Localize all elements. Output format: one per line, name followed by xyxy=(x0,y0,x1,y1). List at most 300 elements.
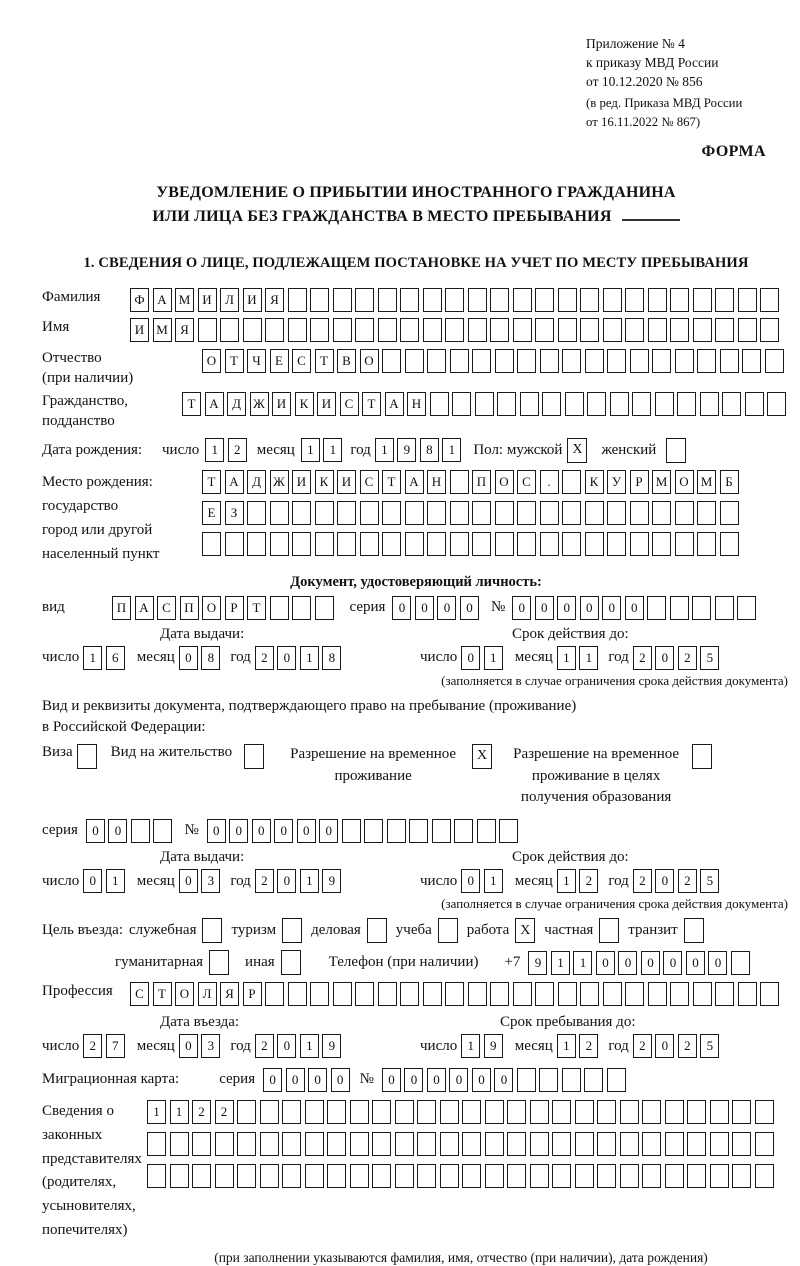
form-cell[interactable] xyxy=(417,1100,436,1124)
form-cell[interactable] xyxy=(405,349,424,373)
form-cell[interactable] xyxy=(288,318,307,342)
form-cell[interactable]: С xyxy=(360,470,379,494)
form-cell[interactable] xyxy=(715,318,734,342)
form-cell[interactable]: Р xyxy=(630,470,649,494)
form-cell[interactable]: А xyxy=(205,392,224,416)
form-cell[interactable]: 0 xyxy=(596,951,615,975)
form-cell[interactable] xyxy=(597,1100,616,1124)
form-cell[interactable] xyxy=(742,349,761,373)
form-cell[interactable]: О xyxy=(202,349,221,373)
form-cell[interactable] xyxy=(409,819,428,843)
form-cell[interactable]: 5 xyxy=(700,1034,719,1058)
form-cell[interactable]: С xyxy=(130,982,149,1006)
form-cell[interactable]: 0 xyxy=(625,596,644,620)
form-cell[interactable] xyxy=(427,532,446,556)
form-cell[interactable] xyxy=(215,1164,234,1188)
temp-residence-checkbox[interactable]: X xyxy=(472,744,492,769)
form-cell[interactable] xyxy=(327,1164,346,1188)
form-cell[interactable] xyxy=(423,982,442,1006)
form-cell[interactable] xyxy=(738,982,757,1006)
form-cell[interactable] xyxy=(535,982,554,1006)
form-cell[interactable] xyxy=(288,982,307,1006)
temp-residence-education-checkbox[interactable] xyxy=(692,744,712,769)
form-cell[interactable] xyxy=(265,982,284,1006)
form-cell[interactable] xyxy=(450,501,469,525)
form-cell[interactable]: 0 xyxy=(655,646,674,670)
purpose-tranzit-checkbox[interactable] xyxy=(684,918,704,943)
form-cell[interactable] xyxy=(468,982,487,1006)
form-cell[interactable]: Д xyxy=(227,392,246,416)
form-cell[interactable]: О xyxy=(495,470,514,494)
form-cell[interactable]: 1 xyxy=(170,1100,189,1124)
form-cell[interactable] xyxy=(687,1132,706,1156)
form-cell[interactable] xyxy=(450,470,469,494)
form-cell[interactable] xyxy=(260,1164,279,1188)
form-cell[interactable] xyxy=(587,392,606,416)
form-cell[interactable]: 9 xyxy=(322,1034,341,1058)
form-cell[interactable]: 2 xyxy=(579,1034,598,1058)
form-cell[interactable] xyxy=(387,819,406,843)
form-cell[interactable] xyxy=(270,532,289,556)
form-cell[interactable] xyxy=(513,288,532,312)
form-cell[interactable]: 2 xyxy=(228,438,247,462)
form-cell[interactable] xyxy=(495,501,514,525)
form-cell[interactable] xyxy=(630,501,649,525)
form-cell[interactable] xyxy=(147,1164,166,1188)
form-cell[interactable] xyxy=(333,288,352,312)
form-cell[interactable] xyxy=(610,392,629,416)
form-cell[interactable]: И xyxy=(292,470,311,494)
form-cell[interactable] xyxy=(315,532,334,556)
form-cell[interactable]: 2 xyxy=(255,646,274,670)
form-cell[interactable] xyxy=(131,819,150,843)
form-cell[interactable] xyxy=(607,532,626,556)
form-cell[interactable]: 1 xyxy=(106,869,125,893)
form-cell[interactable] xyxy=(355,318,374,342)
form-cell[interactable]: М xyxy=(652,470,671,494)
form-cell[interactable]: 0 xyxy=(404,1068,423,1092)
form-cell[interactable] xyxy=(350,1164,369,1188)
form-cell[interactable] xyxy=(153,819,172,843)
form-cell[interactable]: Л xyxy=(198,982,217,1006)
form-cell[interactable]: Т xyxy=(202,470,221,494)
form-cell[interactable]: 1 xyxy=(484,869,503,893)
form-cell[interactable]: 0 xyxy=(263,1068,282,1092)
form-cell[interactable] xyxy=(395,1164,414,1188)
form-cell[interactable]: О xyxy=(175,982,194,1006)
form-cell[interactable] xyxy=(530,1164,549,1188)
form-cell[interactable] xyxy=(355,288,374,312)
form-cell[interactable] xyxy=(620,1164,639,1188)
form-cell[interactable]: 2 xyxy=(633,1034,652,1058)
form-cell[interactable] xyxy=(710,1100,729,1124)
form-cell[interactable]: 2 xyxy=(678,869,697,893)
form-cell[interactable] xyxy=(507,1132,526,1156)
form-cell[interactable]: И xyxy=(337,470,356,494)
form-cell[interactable] xyxy=(720,349,739,373)
form-cell[interactable] xyxy=(490,318,509,342)
form-cell[interactable] xyxy=(530,1100,549,1124)
form-cell[interactable]: 0 xyxy=(392,596,411,620)
form-cell[interactable]: 9 xyxy=(484,1034,503,1058)
form-cell[interactable]: О xyxy=(675,470,694,494)
form-cell[interactable]: Ч xyxy=(247,349,266,373)
form-cell[interactable]: Е xyxy=(202,501,221,525)
purpose-delovaya-checkbox[interactable] xyxy=(367,918,387,943)
form-cell[interactable] xyxy=(620,1132,639,1156)
form-cell[interactable]: 0 xyxy=(460,596,479,620)
form-cell[interactable] xyxy=(445,318,464,342)
form-cell[interactable] xyxy=(364,819,383,843)
purpose-rabota-checkbox[interactable]: X xyxy=(515,918,535,943)
form-cell[interactable]: С xyxy=(340,392,359,416)
form-cell[interactable]: . xyxy=(540,470,559,494)
purpose-gumanitarnaya-checkbox[interactable] xyxy=(209,950,229,975)
form-cell[interactable] xyxy=(382,532,401,556)
form-cell[interactable] xyxy=(202,532,221,556)
form-cell[interactable]: 1 xyxy=(551,951,570,975)
form-cell[interactable] xyxy=(675,349,694,373)
form-cell[interactable] xyxy=(423,318,442,342)
form-cell[interactable] xyxy=(372,1164,391,1188)
form-cell[interactable] xyxy=(417,1132,436,1156)
form-cell[interactable] xyxy=(327,1132,346,1156)
form-cell[interactable] xyxy=(625,318,644,342)
form-cell[interactable] xyxy=(225,532,244,556)
form-cell[interactable]: 0 xyxy=(655,1034,674,1058)
form-cell[interactable]: 1 xyxy=(301,438,320,462)
form-cell[interactable] xyxy=(737,596,756,620)
form-cell[interactable] xyxy=(632,392,651,416)
form-cell[interactable] xyxy=(530,1132,549,1156)
form-cell[interactable]: 9 xyxy=(322,869,341,893)
form-cell[interactable]: 0 xyxy=(580,596,599,620)
form-cell[interactable]: 1 xyxy=(484,646,503,670)
form-cell[interactable]: 1 xyxy=(323,438,342,462)
form-cell[interactable]: 1 xyxy=(300,646,319,670)
form-cell[interactable]: П xyxy=(112,596,131,620)
form-cell[interactable] xyxy=(642,1164,661,1188)
form-cell[interactable] xyxy=(382,349,401,373)
purpose-turizm-checkbox[interactable] xyxy=(282,918,302,943)
form-cell[interactable] xyxy=(372,1100,391,1124)
form-cell[interactable] xyxy=(693,288,712,312)
form-cell[interactable] xyxy=(495,532,514,556)
form-cell[interactable] xyxy=(292,501,311,525)
form-cell[interactable] xyxy=(497,392,516,416)
form-cell[interactable] xyxy=(625,982,644,1006)
form-cell[interactable]: 0 xyxy=(655,869,674,893)
form-cell[interactable] xyxy=(432,819,451,843)
form-cell[interactable]: С xyxy=(292,349,311,373)
form-cell[interactable]: 8 xyxy=(420,438,439,462)
form-cell[interactable] xyxy=(310,318,329,342)
form-cell[interactable] xyxy=(517,349,536,373)
form-cell[interactable] xyxy=(462,1100,481,1124)
form-cell[interactable] xyxy=(265,318,284,342)
form-cell[interactable] xyxy=(513,982,532,1006)
form-cell[interactable] xyxy=(337,501,356,525)
form-cell[interactable] xyxy=(170,1132,189,1156)
form-cell[interactable] xyxy=(720,532,739,556)
form-cell[interactable]: 0 xyxy=(557,596,576,620)
form-cell[interactable]: Я xyxy=(265,288,284,312)
form-cell[interactable]: 0 xyxy=(86,819,105,843)
form-cell[interactable] xyxy=(677,392,696,416)
form-cell[interactable] xyxy=(720,501,739,525)
form-cell[interactable]: И xyxy=(272,392,291,416)
form-cell[interactable] xyxy=(675,532,694,556)
form-cell[interactable]: 0 xyxy=(274,819,293,843)
form-cell[interactable] xyxy=(765,349,784,373)
form-cell[interactable] xyxy=(642,1100,661,1124)
form-cell[interactable] xyxy=(305,1132,324,1156)
form-cell[interactable] xyxy=(597,1164,616,1188)
form-cell[interactable] xyxy=(472,501,491,525)
form-cell[interactable]: Я xyxy=(175,318,194,342)
form-cell[interactable] xyxy=(562,349,581,373)
purpose-inaya-checkbox[interactable] xyxy=(281,950,301,975)
form-cell[interactable] xyxy=(327,1100,346,1124)
form-cell[interactable]: 0 xyxy=(449,1068,468,1092)
form-cell[interactable] xyxy=(535,318,554,342)
form-cell[interactable]: 0 xyxy=(427,1068,446,1092)
form-cell[interactable] xyxy=(585,501,604,525)
form-cell[interactable] xyxy=(647,596,666,620)
form-cell[interactable] xyxy=(400,318,419,342)
form-cell[interactable] xyxy=(475,392,494,416)
form-cell[interactable] xyxy=(260,1100,279,1124)
form-cell[interactable]: 6 xyxy=(106,646,125,670)
form-cell[interactable] xyxy=(305,1100,324,1124)
form-cell[interactable]: 0 xyxy=(207,819,226,843)
form-cell[interactable]: Я xyxy=(220,982,239,1006)
form-cell[interactable] xyxy=(237,1100,256,1124)
form-cell[interactable] xyxy=(670,596,689,620)
form-cell[interactable]: 0 xyxy=(472,1068,491,1092)
form-cell[interactable]: 0 xyxy=(382,1068,401,1092)
form-cell[interactable] xyxy=(520,392,539,416)
form-cell[interactable] xyxy=(535,288,554,312)
form-cell[interactable] xyxy=(405,532,424,556)
form-cell[interactable] xyxy=(575,1100,594,1124)
form-cell[interactable] xyxy=(430,392,449,416)
form-cell[interactable] xyxy=(738,318,757,342)
form-cell[interactable] xyxy=(732,1164,751,1188)
form-cell[interactable]: 0 xyxy=(277,869,296,893)
form-cell[interactable] xyxy=(440,1132,459,1156)
form-cell[interactable]: А xyxy=(135,596,154,620)
form-cell[interactable] xyxy=(715,596,734,620)
form-cell[interactable]: 2 xyxy=(633,869,652,893)
form-cell[interactable]: 1 xyxy=(461,1034,480,1058)
form-cell[interactable] xyxy=(292,532,311,556)
form-cell[interactable] xyxy=(670,982,689,1006)
form-cell[interactable] xyxy=(237,1164,256,1188)
form-cell[interactable]: 0 xyxy=(535,596,554,620)
form-cell[interactable]: 1 xyxy=(300,869,319,893)
form-cell[interactable]: 2 xyxy=(215,1100,234,1124)
form-cell[interactable]: 0 xyxy=(179,1034,198,1058)
form-cell[interactable]: 0 xyxy=(663,951,682,975)
form-cell[interactable] xyxy=(378,318,397,342)
form-cell[interactable]: 0 xyxy=(308,1068,327,1092)
form-cell[interactable] xyxy=(400,982,419,1006)
form-cell[interactable] xyxy=(630,349,649,373)
purpose-ucheba-checkbox[interactable] xyxy=(438,918,458,943)
form-cell[interactable]: 0 xyxy=(415,596,434,620)
form-cell[interactable]: Т xyxy=(153,982,172,1006)
form-cell[interactable] xyxy=(697,501,716,525)
form-cell[interactable]: К xyxy=(585,470,604,494)
form-cell[interactable] xyxy=(700,392,719,416)
form-cell[interactable] xyxy=(652,532,671,556)
form-cell[interactable] xyxy=(382,501,401,525)
form-cell[interactable] xyxy=(603,982,622,1006)
form-cell[interactable] xyxy=(558,288,577,312)
form-cell[interactable] xyxy=(732,1132,751,1156)
form-cell[interactable] xyxy=(715,982,734,1006)
form-cell[interactable] xyxy=(607,501,626,525)
form-cell[interactable]: Ф xyxy=(130,288,149,312)
form-cell[interactable] xyxy=(427,501,446,525)
form-cell[interactable]: Т xyxy=(362,392,381,416)
form-cell[interactable] xyxy=(693,318,712,342)
form-cell[interactable]: 7 xyxy=(106,1034,125,1058)
form-cell[interactable] xyxy=(584,1068,603,1092)
form-cell[interactable] xyxy=(333,982,352,1006)
form-cell[interactable] xyxy=(732,1100,751,1124)
form-cell[interactable] xyxy=(755,1164,774,1188)
form-cell[interactable] xyxy=(648,982,667,1006)
form-cell[interactable]: Д xyxy=(247,470,266,494)
form-cell[interactable] xyxy=(462,1132,481,1156)
form-cell[interactable]: 2 xyxy=(579,869,598,893)
form-cell[interactable] xyxy=(665,1100,684,1124)
form-cell[interactable] xyxy=(220,318,239,342)
form-cell[interactable] xyxy=(755,1100,774,1124)
form-cell[interactable] xyxy=(760,982,779,1006)
form-cell[interactable] xyxy=(620,1100,639,1124)
form-cell[interactable] xyxy=(288,288,307,312)
form-cell[interactable]: Т xyxy=(382,470,401,494)
form-cell[interactable] xyxy=(247,532,266,556)
form-cell[interactable] xyxy=(710,1164,729,1188)
form-cell[interactable]: Е xyxy=(270,349,289,373)
form-cell[interactable]: 0 xyxy=(602,596,621,620)
form-cell[interactable] xyxy=(710,1132,729,1156)
form-cell[interactable] xyxy=(585,532,604,556)
form-cell[interactable]: 3 xyxy=(201,869,220,893)
form-cell[interactable]: 0 xyxy=(708,951,727,975)
form-cell[interactable]: 1 xyxy=(557,869,576,893)
form-cell[interactable] xyxy=(692,596,711,620)
form-cell[interactable] xyxy=(495,349,514,373)
form-cell[interactable] xyxy=(243,318,262,342)
form-cell[interactable]: 2 xyxy=(192,1100,211,1124)
form-cell[interactable] xyxy=(310,288,329,312)
form-cell[interactable]: Т xyxy=(225,349,244,373)
form-cell[interactable]: 9 xyxy=(397,438,416,462)
form-cell[interactable] xyxy=(652,501,671,525)
form-cell[interactable]: 1 xyxy=(557,646,576,670)
form-cell[interactable] xyxy=(580,982,599,1006)
form-cell[interactable]: 0 xyxy=(277,646,296,670)
form-cell[interactable] xyxy=(395,1100,414,1124)
form-cell[interactable] xyxy=(580,318,599,342)
form-cell[interactable]: И xyxy=(130,318,149,342)
form-cell[interactable] xyxy=(552,1100,571,1124)
form-cell[interactable] xyxy=(350,1132,369,1156)
form-cell[interactable] xyxy=(517,1068,536,1092)
form-cell[interactable] xyxy=(170,1164,189,1188)
form-cell[interactable]: 0 xyxy=(686,951,705,975)
form-cell[interactable] xyxy=(490,982,509,1006)
form-cell[interactable] xyxy=(731,951,750,975)
form-cell[interactable]: 1 xyxy=(83,646,102,670)
form-cell[interactable]: 0 xyxy=(331,1068,350,1092)
form-cell[interactable] xyxy=(315,501,334,525)
form-cell[interactable] xyxy=(580,288,599,312)
form-cell[interactable] xyxy=(603,318,622,342)
form-cell[interactable] xyxy=(472,532,491,556)
form-cell[interactable] xyxy=(517,532,536,556)
form-cell[interactable] xyxy=(652,349,671,373)
purpose-chastnaya-checkbox[interactable] xyxy=(599,918,619,943)
form-cell[interactable] xyxy=(517,501,536,525)
form-cell[interactable]: 0 xyxy=(229,819,248,843)
form-cell[interactable]: 0 xyxy=(641,951,660,975)
form-cell[interactable]: 0 xyxy=(179,869,198,893)
form-cell[interactable] xyxy=(450,349,469,373)
form-cell[interactable] xyxy=(562,1068,581,1092)
form-cell[interactable]: О xyxy=(202,596,221,620)
form-cell[interactable]: П xyxy=(180,596,199,620)
form-cell[interactable] xyxy=(499,819,518,843)
form-cell[interactable] xyxy=(147,1132,166,1156)
form-cell[interactable] xyxy=(575,1132,594,1156)
form-cell[interactable]: 9 xyxy=(528,951,547,975)
form-cell[interactable] xyxy=(198,318,217,342)
form-cell[interactable]: 1 xyxy=(147,1100,166,1124)
form-cell[interactable]: 1 xyxy=(557,1034,576,1058)
form-cell[interactable] xyxy=(562,532,581,556)
form-cell[interactable] xyxy=(625,288,644,312)
form-cell[interactable] xyxy=(440,1100,459,1124)
form-cell[interactable] xyxy=(675,501,694,525)
form-cell[interactable] xyxy=(270,501,289,525)
form-cell[interactable]: К xyxy=(295,392,314,416)
form-cell[interactable]: Т xyxy=(247,596,266,620)
form-cell[interactable] xyxy=(270,596,289,620)
form-cell[interactable] xyxy=(575,1164,594,1188)
form-cell[interactable]: 0 xyxy=(83,869,102,893)
form-cell[interactable] xyxy=(215,1132,234,1156)
form-cell[interactable]: А xyxy=(225,470,244,494)
form-cell[interactable]: С xyxy=(517,470,536,494)
form-cell[interactable]: 3 xyxy=(201,1034,220,1058)
form-cell[interactable]: Л xyxy=(220,288,239,312)
form-cell[interactable]: Р xyxy=(243,982,262,1006)
form-cell[interactable] xyxy=(562,470,581,494)
form-cell[interactable]: 0 xyxy=(297,819,316,843)
form-cell[interactable] xyxy=(722,392,741,416)
form-cell[interactable]: 5 xyxy=(700,869,719,893)
form-cell[interactable]: 0 xyxy=(319,819,338,843)
sex-male-checkbox[interactable]: X xyxy=(567,438,587,463)
form-cell[interactable] xyxy=(355,982,374,1006)
form-cell[interactable]: 0 xyxy=(252,819,271,843)
